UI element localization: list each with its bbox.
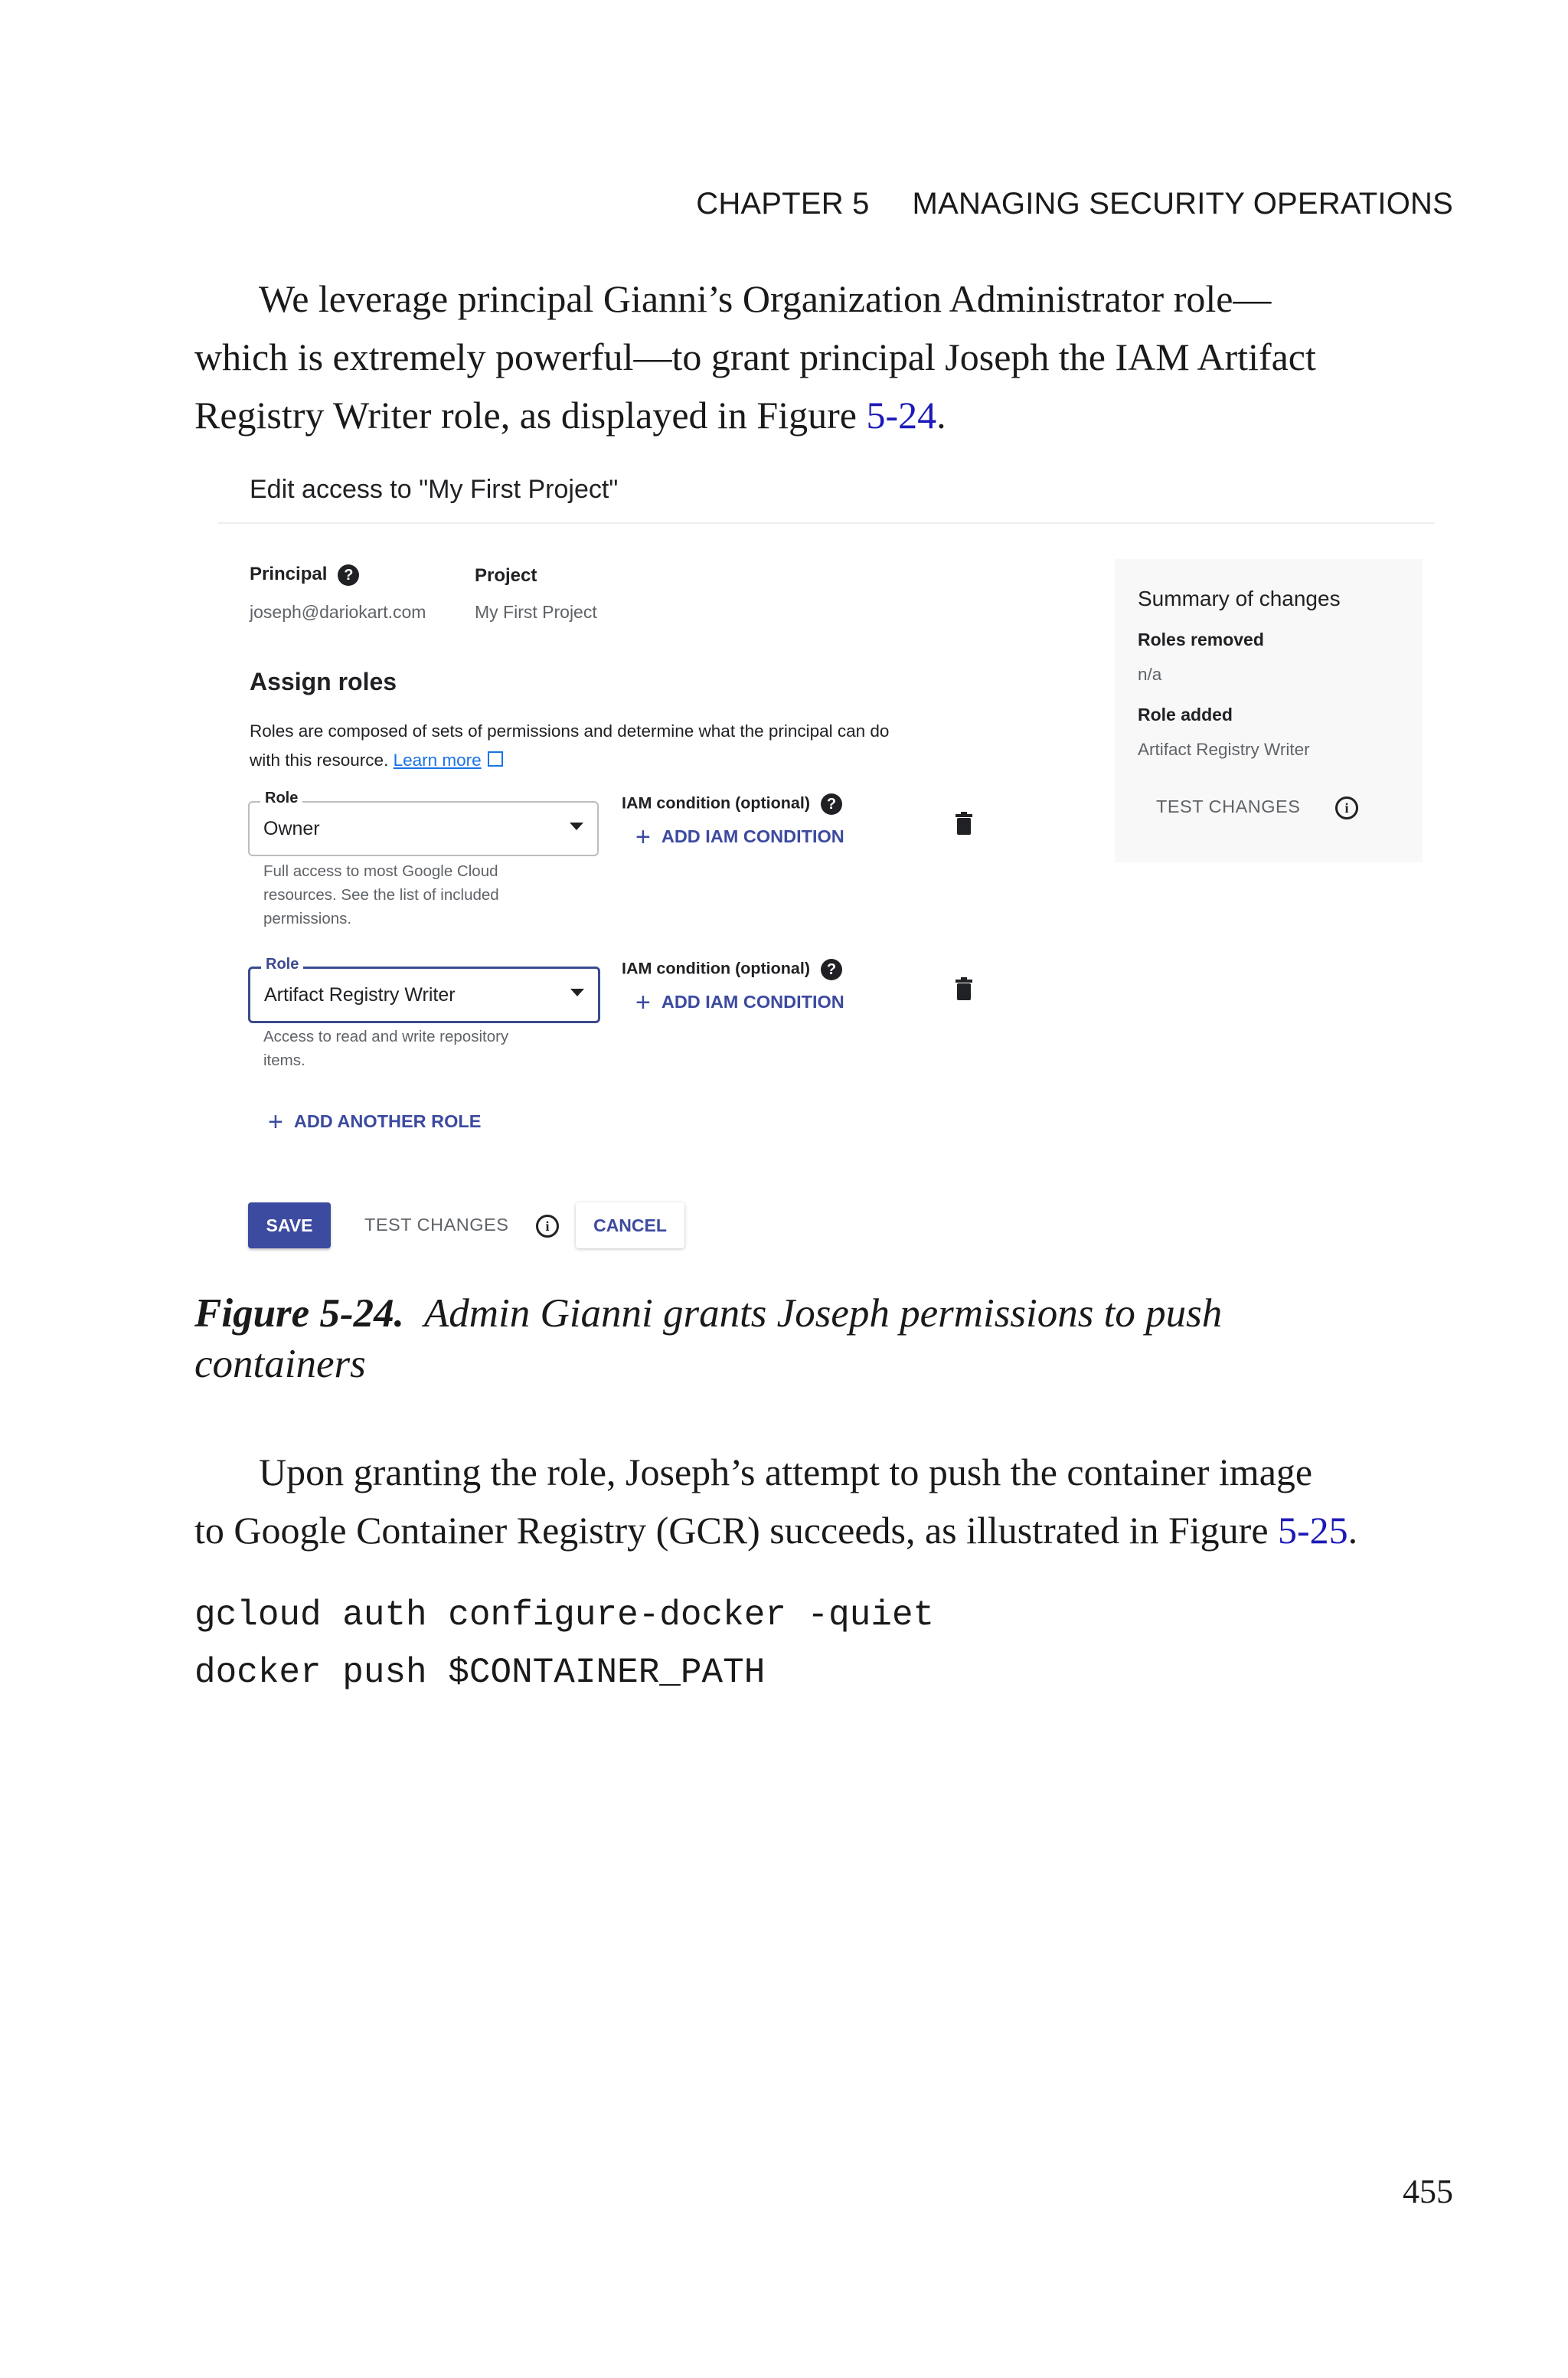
running-header xyxy=(696,187,1453,221)
figure-reference-link[interactable]: 5-25 xyxy=(1278,1509,1348,1552)
paragraph-line: Registry Writer role, as displayed in Figure 5-24. xyxy=(194,394,946,437)
chapter-label: CHAPTER 5 xyxy=(696,187,870,221)
paragraph-line: which is extremely powerful—to grant principal Joseph the IAM Artifact xyxy=(194,335,1316,378)
paragraph-result xyxy=(194,1443,1450,1559)
add-iam-condition-button[interactable]: + ADD IAM CONDITION xyxy=(635,823,844,852)
add-another-role-button[interactable]: + ADD ANOTHER ROLE xyxy=(268,1107,482,1137)
roles-removed-value: n/a xyxy=(1138,665,1162,684)
paragraph-line: We leverage principal Gianni’s Organization Administrator role— xyxy=(259,277,1272,320)
info-icon[interactable]: i xyxy=(536,1215,559,1238)
project-value: My First Project xyxy=(475,602,597,622)
figure-caption xyxy=(194,1288,1450,1389)
role-hint: Access to read and write repository items. xyxy=(263,1028,509,1069)
help-icon[interactable]: ? xyxy=(821,793,842,815)
figure-reference-link[interactable]: 5-24 xyxy=(866,394,937,437)
save-button[interactable]: SAVE xyxy=(248,1202,331,1248)
summary-title: Summary of changes xyxy=(1138,587,1341,610)
summary-test-changes-button[interactable]: TEST CHANGES xyxy=(1156,796,1301,816)
cancel-button[interactable]: CANCEL xyxy=(576,1202,684,1248)
principal-value: joseph@dariokart.com xyxy=(250,602,426,622)
role-value: Artifact Registry Writer xyxy=(264,984,456,1006)
role-legend: Role xyxy=(261,956,303,973)
role-select-artifact-registry-writer[interactable] xyxy=(248,956,600,1023)
code-line: gcloud auth configure-docker -quiet xyxy=(194,1595,935,1635)
caption-text: containers xyxy=(194,1342,366,1386)
paragraph-line: to Google Container Registry (GCR) succeeds, as illustrated in Figure 5-25. xyxy=(194,1509,1358,1552)
info-icon[interactable]: i xyxy=(1335,796,1358,819)
paragraph-intro xyxy=(194,270,1450,444)
caption-text: Admin Gianni grants Joseph permissions to push xyxy=(423,1291,1223,1336)
roles-removed-label: Roles removed xyxy=(1138,630,1264,649)
principal-label: Principal ? xyxy=(250,564,359,586)
page-number: 455 xyxy=(1403,2173,1453,2210)
learn-more-link[interactable]: Learn more xyxy=(393,751,482,770)
assign-roles-description: Roles are composed of sets of permissions and determine what the principal can do with this resource. Learn more xyxy=(250,721,890,770)
iam-condition-label: IAM condition (optional) ? xyxy=(622,959,842,980)
external-link-icon xyxy=(488,751,503,767)
delete-role-icon[interactable] xyxy=(956,977,972,1000)
role-value: Owner xyxy=(263,818,320,839)
add-iam-condition-button[interactable]: + ADD IAM CONDITION xyxy=(635,988,844,1017)
assign-roles-heading: Assign roles xyxy=(250,668,397,695)
caption-label: Figure 5-24. xyxy=(194,1291,404,1336)
role-legend: Role xyxy=(260,790,302,807)
test-changes-button[interactable]: TEST CHANGES xyxy=(364,1215,509,1235)
role-hint: Full access to most Google Cloud resources. See the list of included permissions. xyxy=(263,862,499,927)
chapter-title: MANAGING SECURITY OPERATIONS xyxy=(912,187,1453,221)
iam-condition-label: IAM condition (optional) ? xyxy=(622,793,842,815)
role-added-label: Role added xyxy=(1138,705,1233,725)
summary-panel xyxy=(1115,559,1423,862)
project-label: Project xyxy=(475,565,537,586)
role-select-owner[interactable] xyxy=(248,790,599,856)
dropdown-arrow-icon xyxy=(570,989,584,996)
code-line: docker push $CONTAINER_PATH xyxy=(194,1653,766,1693)
figure-screenshot xyxy=(217,460,1442,1264)
dropdown-arrow-icon xyxy=(570,823,583,830)
help-icon[interactable]: ? xyxy=(338,564,359,586)
help-icon[interactable]: ? xyxy=(821,959,842,980)
code-block xyxy=(194,1587,934,1702)
divider xyxy=(217,522,1435,524)
paragraph-line: Upon granting the role, Joseph’s attempt to push the container image xyxy=(259,1451,1313,1493)
role-added-value: Artifact Registry Writer xyxy=(1138,740,1310,759)
dialog-title: Edit access to "My First Project" xyxy=(250,475,619,504)
delete-role-icon[interactable] xyxy=(956,812,972,835)
